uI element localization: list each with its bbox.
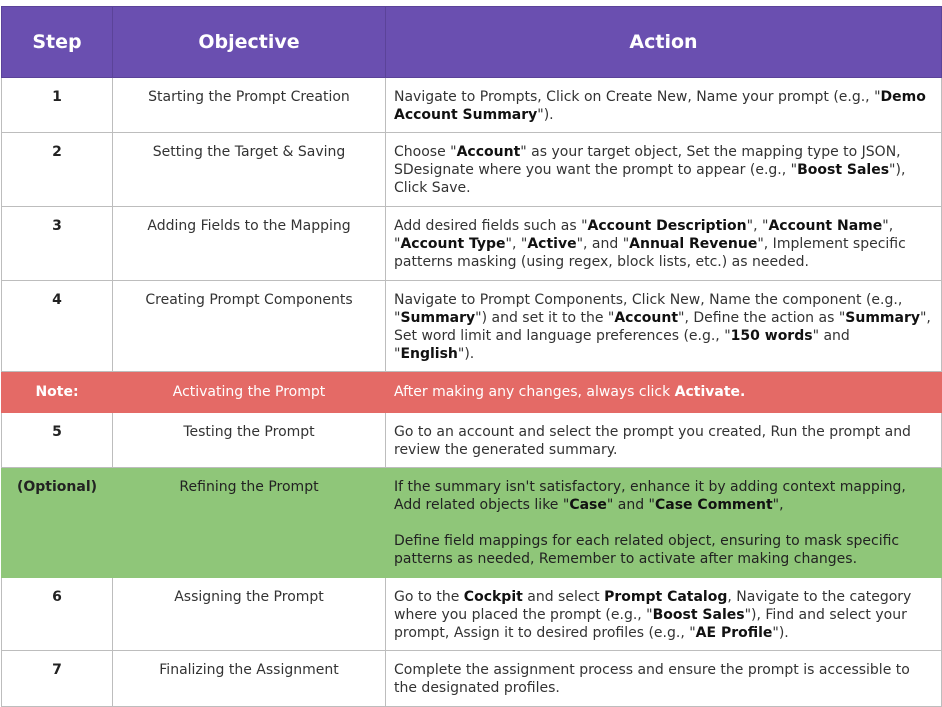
- action-bold-text: Case: [569, 497, 607, 513]
- action-text: Go to an account and select the prompt you created, Run the prompt and review the generated summary.: [394, 424, 911, 458]
- action-cell: [386, 413, 942, 468]
- step-cell: 2: [2, 133, 113, 207]
- table-row: [2, 207, 942, 281]
- objective-text: Activating the Prompt: [172, 384, 326, 400]
- objective-text: Creating Prompt Components: [145, 292, 353, 308]
- action-cell: [386, 207, 942, 281]
- action-paragraph: [394, 291, 933, 363]
- steps-table: [1, 6, 942, 707]
- step-cell: 6: [2, 578, 113, 651]
- action-text: ", and ": [576, 236, 630, 252]
- action-text: Complete the assignment process and ensure the prompt is accessible to the designated profiles.: [394, 662, 910, 696]
- action-bold-text: Activate.: [674, 384, 746, 400]
- objective-text: Assigning the Prompt: [174, 589, 324, 605]
- action-paragraph: [394, 532, 933, 568]
- objective-cell: [113, 651, 386, 707]
- action-text: Navigate to Prompt Components, Click New, Name the component (e.g., ": [394, 292, 903, 326]
- action-paragraph: [394, 217, 933, 271]
- objective-cell: [113, 468, 386, 578]
- action-cell: [386, 468, 942, 578]
- action-text: ") and set it to the ": [475, 310, 615, 326]
- action-text: ", ": [746, 218, 769, 234]
- action-paragraph: [394, 478, 933, 514]
- table-row: [2, 413, 942, 468]
- action-paragraph: [394, 423, 933, 459]
- action-bold-text: AE Profile: [695, 625, 773, 641]
- table-header-row: [2, 7, 942, 78]
- objective-cell: [113, 413, 386, 468]
- action-text: Choose ": [394, 144, 457, 160]
- action-text: ", Set word limit and language preferences (e.g., ": [394, 310, 931, 344]
- action-text: ").: [772, 625, 789, 641]
- action-paragraph: [394, 143, 933, 197]
- action-text: Go to the: [394, 589, 464, 605]
- action-text: " and ": [606, 497, 655, 513]
- action-cell: [386, 78, 942, 133]
- table-row: [2, 78, 942, 133]
- action-cell: [386, 281, 942, 372]
- action-bold-text: Summary: [400, 310, 476, 326]
- table-row: [2, 281, 942, 372]
- action-bold-text: Account Type: [400, 236, 506, 252]
- action-paragraph: [394, 588, 933, 642]
- table-row: [2, 651, 942, 707]
- table-row: [2, 468, 942, 578]
- action-bold-text: Demo Account Summary: [394, 89, 926, 123]
- action-bold-text: Boost Sales: [652, 607, 745, 623]
- action-text: and select: [522, 589, 605, 605]
- objective-cell: [113, 281, 386, 372]
- objective-cell: [113, 207, 386, 281]
- action-text: ", ": [394, 218, 894, 252]
- action-bold-text: Cockpit: [463, 589, 523, 605]
- action-cell: [386, 133, 942, 207]
- step-cell: Note:: [2, 372, 113, 413]
- table-row: [2, 133, 942, 207]
- action-bold-text: Account: [614, 310, 679, 326]
- objective-text: Testing the Prompt: [183, 424, 315, 440]
- action-text: "), Click Save.: [394, 162, 906, 196]
- action-bold-text: Case Comment: [655, 497, 773, 513]
- objective-cell: [113, 372, 386, 413]
- step-cell: 3: [2, 207, 113, 281]
- action-cell: [386, 578, 942, 651]
- action-text: ", ": [505, 236, 528, 252]
- action-bold-text: Account Name: [768, 218, 883, 234]
- action-bold-text: Prompt Catalog: [604, 589, 728, 605]
- action-text: ").: [537, 107, 554, 123]
- step-cell: 5: [2, 413, 113, 468]
- action-bold-text: Account Description: [587, 218, 747, 234]
- action-text: ", Implement specific patterns masking (using regex, block lists, etc.) as needed.: [394, 236, 906, 270]
- action-bold-text: Account: [456, 144, 521, 160]
- step-cell: 4: [2, 281, 113, 372]
- objective-cell: [113, 78, 386, 133]
- objective-cell: [113, 578, 386, 651]
- header-step: Step: [2, 7, 113, 78]
- objective-text: Refining the Prompt: [179, 479, 319, 495]
- action-text: ",: [772, 497, 784, 513]
- action-text: If the summary isn't satisfactory, enhance it by adding context mapping, Add related objects like ": [394, 479, 906, 513]
- objective-cell: [113, 133, 386, 207]
- table-row: [2, 578, 942, 651]
- action-paragraph: [394, 661, 933, 697]
- action-bold-text: Summary: [845, 310, 920, 326]
- table-body: [2, 78, 942, 707]
- action-bold-text: Annual Revenue: [629, 236, 758, 252]
- action-text: " as your target object, Set the mapping type to JSON, SDesignate where you want the prompt to appear (e.g., ": [394, 144, 901, 178]
- action-text: Add desired fields such as ": [394, 218, 588, 234]
- action-text: ").: [457, 346, 475, 362]
- action-text: Define field mappings for each related object, ensuring to mask specific patterns as needed, Remember to activate after making changes.: [394, 533, 900, 567]
- action-paragraph: [394, 383, 933, 401]
- action-text: , Navigate to the category where you placed the prompt (e.g., ": [394, 589, 912, 623]
- action-bold-text: Boost Sales: [797, 162, 890, 178]
- action-paragraph: [394, 88, 933, 124]
- action-text: Navigate to Prompts, Click on Create New, Name your prompt (e.g., ": [394, 89, 881, 105]
- step-cell: 1: [2, 78, 113, 133]
- objective-text: Finalizing the Assignment: [159, 662, 339, 678]
- action-text: " and ": [394, 328, 850, 362]
- action-text: ", Define the action as ": [678, 310, 846, 326]
- action-bold-text: 150 words: [730, 328, 813, 344]
- objective-text: Setting the Target & Saving: [152, 144, 346, 160]
- action-cell: [386, 372, 942, 413]
- action-bold-text: English: [400, 346, 458, 362]
- action-bold-text: Active: [527, 236, 577, 252]
- header-objective: Objective: [113, 7, 386, 78]
- step-cell: 7: [2, 651, 113, 707]
- action-text: "), Find and select your prompt, Assign it to desired profiles (e.g., ": [394, 607, 907, 641]
- header-action: Action: [386, 7, 942, 78]
- objective-text: Adding Fields to the Mapping: [147, 218, 351, 234]
- action-cell: [386, 651, 942, 707]
- objective-text: Starting the Prompt Creation: [148, 89, 350, 105]
- action-text: After making any changes, always click: [394, 384, 675, 400]
- step-cell: (Optional): [2, 468, 113, 578]
- table-row: [2, 372, 942, 413]
